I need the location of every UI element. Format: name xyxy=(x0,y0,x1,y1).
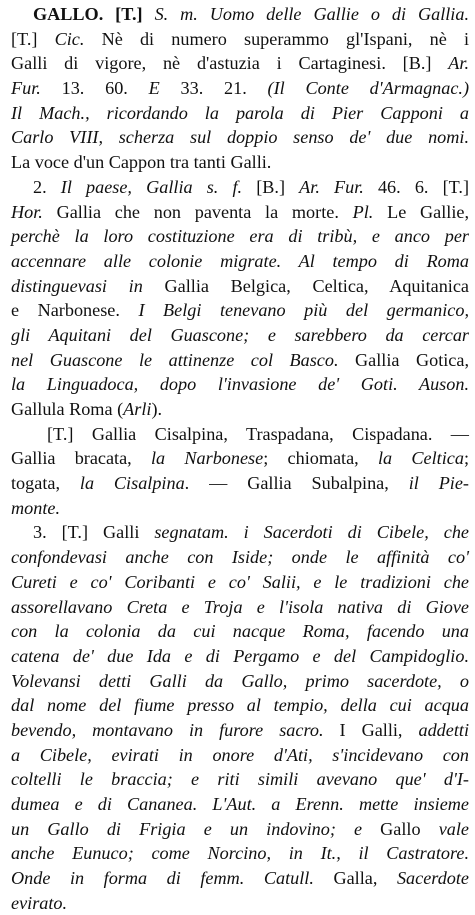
text-run: segnatam. i Sacerdoti di Cibele, che xyxy=(154,522,469,543)
text-run: e Narbonese. xyxy=(11,300,139,321)
text-line xyxy=(11,891,469,915)
text-line xyxy=(11,200,469,225)
text-run: dumea e di Cananea. L'Aut. a Erenn. mette insieme xyxy=(11,794,469,814)
text-run: Il paese, Gallia s. f. xyxy=(60,176,257,197)
text-line xyxy=(11,743,469,768)
text-run: Fur. xyxy=(11,78,62,99)
text-run: la Cisalpina xyxy=(79,473,185,494)
text-run: 3. [T.] Galli xyxy=(33,522,155,543)
text-run: 13. 60. xyxy=(61,78,149,99)
text-line xyxy=(11,619,469,644)
text-run: ; chiomata, xyxy=(263,448,378,469)
text-run: La voce d'un Cappon tra tanti Galli. xyxy=(11,152,272,173)
text-run: Gallo xyxy=(380,818,439,839)
text-run: gli Aquitani del Guascone; e sarebbero da cercar xyxy=(11,324,469,345)
text-line xyxy=(11,348,469,373)
text-run: Gallia Gotica, xyxy=(355,349,469,370)
text-line xyxy=(11,51,469,76)
text-run: Le Gallie, xyxy=(387,201,469,222)
text-run: ; xyxy=(463,448,469,469)
text-line xyxy=(11,76,469,101)
text-line xyxy=(11,27,469,52)
text-run: Hor. xyxy=(11,201,57,222)
text-run: Pl. xyxy=(352,201,388,222)
text-line xyxy=(11,446,469,471)
text-run: Ar. xyxy=(448,53,469,74)
text-run: E xyxy=(148,78,181,99)
text-run: con la colonia da cui nacque Roma, facendo una xyxy=(11,621,469,642)
text-run: Carlo VIII, scherza sul doppio senso de' due nomi. xyxy=(11,127,469,148)
text-run: [T.] xyxy=(11,28,55,49)
text-line xyxy=(11,693,469,718)
text-run: vale xyxy=(438,818,469,839)
text-line xyxy=(11,224,469,249)
text-line xyxy=(11,817,469,842)
text-line xyxy=(11,323,469,348)
text-run: bevendo, montavano in furore sacro. xyxy=(11,719,340,740)
text-line xyxy=(11,298,469,323)
text-run: Il Mach., ricordando la parola di Pier Capponi a xyxy=(11,102,469,123)
text-line xyxy=(11,595,469,620)
text-run: GALLO. [T.] xyxy=(33,4,155,24)
text-run: I Galli, xyxy=(339,719,419,740)
text-line xyxy=(11,718,469,743)
text-run: distinguevasi in xyxy=(11,275,165,296)
text-run: 2. xyxy=(33,176,61,197)
text-run: un Gallo di Frigia e un indovino; e xyxy=(11,818,381,839)
text-run: nel Guascone le attinenze col Basco. xyxy=(11,349,356,370)
text-run: la Celtica xyxy=(378,448,464,469)
text-line xyxy=(11,125,469,150)
text-run: Gallia che non paventa la morte. xyxy=(56,201,353,222)
text-line xyxy=(11,101,469,126)
text-line xyxy=(11,841,469,866)
text-line xyxy=(11,866,469,891)
text-line xyxy=(11,249,469,274)
text-run: [B.] xyxy=(256,176,300,197)
text-run: Cic. xyxy=(54,28,102,49)
text-line xyxy=(11,767,469,792)
text-run: accennare alle colonie migrate. Al tempo di Roma xyxy=(11,250,469,271)
text-run: 46. 6. [T.] xyxy=(377,176,470,197)
text-line xyxy=(11,422,469,447)
text-run: Gallia Belgica, Celtica, Aquitanica xyxy=(164,275,469,296)
text-run: a Cibele, evirati in onore d'Ati, s'incidevano con xyxy=(11,744,469,765)
text-run: Ar. Fur. xyxy=(299,176,378,197)
text-run: togata, xyxy=(11,473,80,494)
text-line xyxy=(11,520,469,545)
text-run: evirato. xyxy=(11,892,68,913)
text-run: perchè la loro costituzione era di tribù, e anco per xyxy=(11,226,469,247)
text-run: addetti xyxy=(418,719,469,740)
text-line xyxy=(11,669,469,694)
text-run: coltelli le braccia; e riti simili avevano que' d'I- xyxy=(11,769,469,790)
text-run: confondevasi anche con Iside; onde le affinità co' xyxy=(11,547,469,568)
text-run: Galla, xyxy=(333,868,397,889)
text-run: dal nome del fiume presso al tempio, della cui acqua xyxy=(11,695,469,716)
text-line xyxy=(11,150,469,175)
text-line xyxy=(11,644,469,669)
text-run: Gallula Roma ( xyxy=(11,399,124,419)
text-run: assorellavano Creta e Troja e l'isola nativa di Giove xyxy=(11,596,469,617)
text-run: Cureti e co' Coribanti e co' Salii, e le tradizioni che xyxy=(11,571,469,592)
text-run: Arli xyxy=(123,399,152,419)
text-line xyxy=(11,792,469,817)
text-run: I Belgi tenevano più del germanico, xyxy=(138,300,469,321)
text-run: la Narbonese xyxy=(151,448,264,469)
text-run: 33. 21. xyxy=(180,78,268,99)
text-run: la Linguadoca, dopo l'invasione de' Goti. Auson. xyxy=(11,374,469,395)
text-line xyxy=(11,496,469,521)
text-run: (Il Conte d'Armagnac.) xyxy=(267,78,470,99)
text-run: S. m. Uomo delle Gallie o di Gallia. xyxy=(154,4,469,24)
text-line xyxy=(11,471,469,496)
text-line xyxy=(11,2,469,27)
text-line xyxy=(11,372,469,397)
text-run: anche Eunuco; come Norcino, in It., il Castratore. xyxy=(11,843,469,864)
text-run: Gallia bracata, xyxy=(11,448,151,469)
text-run: [T.] Gallia Cisalpina, Traspadana, Cispadana. — xyxy=(47,423,469,444)
text-run: monte. xyxy=(11,497,60,518)
text-run: . — Gallia Subalpina, xyxy=(184,473,409,494)
text-line xyxy=(11,545,469,570)
text-run: ). xyxy=(151,399,163,419)
text-run: Onde in forma di femm. Catull. xyxy=(11,868,334,889)
text-run: Volevansi detti Galli da Gallo, primo sacerdote, o xyxy=(11,670,469,691)
text-run: Nè di numero superammo gl'Ispani, nè i xyxy=(101,28,470,49)
text-run: il Pie- xyxy=(408,473,469,494)
text-line xyxy=(11,397,469,422)
text-line xyxy=(11,570,469,595)
text-run: Galli di vigore, nè d'astuzia i Cartaginesi. [B.] xyxy=(11,53,449,74)
text-run: catena de' due Ida e di Pergamo e del Campidoglio. xyxy=(11,645,469,666)
text-run: Sacerdote xyxy=(396,868,470,889)
text-line xyxy=(11,175,469,200)
text-line xyxy=(11,274,469,299)
